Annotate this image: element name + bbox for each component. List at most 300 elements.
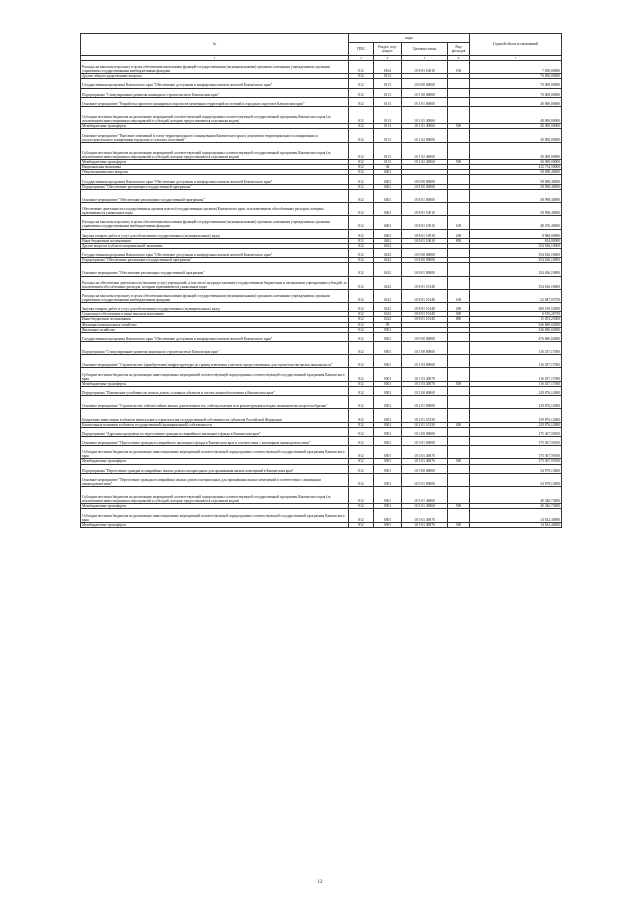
row-amount: 116 457,17000 [470,368,562,381]
table-row [81,409,562,422]
table-row [81,175,562,184]
row-grbs: 812 [349,79,374,88]
budget-table-sheet [80,33,561,528]
row-section: 0401 [374,216,402,229]
row-target-article: 10 8 01 10010 [402,216,448,229]
row-section: 0501 [374,332,402,341]
row-grbs: 812 [349,381,374,386]
row-expense-type [448,106,470,123]
row-expense-type: 100 [448,61,470,74]
row-name: Основное мероприятие "Обеспечение реализации государственной программы" [81,263,349,276]
column-index-cell: 5 [402,56,448,61]
row-expense-type [448,473,470,486]
table-row [81,332,562,341]
row-grbs: 812 [349,422,374,427]
row-grbs: 812 [349,175,374,184]
row-grbs: 812 [349,216,374,229]
row-section: 0412 [374,276,402,289]
row-amount: 175 367,59100 [470,446,562,459]
row-amount: 476 680,02000 [470,332,562,341]
row-target-article: 10 5 01 40060 [402,486,448,503]
row-section: 0113 [374,106,402,123]
row-amount: 546 680,02000 [470,322,562,327]
row-name: Социальное обеспечение и иные выплаты населению [81,312,349,317]
row-expense-type: 100 [448,289,470,302]
row-grbs: 812 [349,258,374,263]
row-expense-type: 400 [448,422,470,427]
row-target-article: 10 5 01 40070 [402,509,448,522]
row-expense-type [448,486,470,503]
row-section: 0401 [374,229,402,238]
row-expense-type: 100 [448,216,470,229]
row-amount: 129 876,12000 [470,396,562,409]
row-expense-type: 300 [448,312,470,317]
row-amount: 40 000,00000 [470,124,562,129]
table-row [81,216,562,229]
table-row [81,355,562,368]
row-section: 0501 [374,409,402,422]
row-amount: 30 000,00000 [470,129,562,142]
table-row [81,368,562,381]
row-amount: 129 876,12000 [470,409,562,422]
row-grbs: 812 [349,486,374,503]
row-expense-type [448,427,470,436]
row-name: Субсидии местным бюджетам на реализацию мероприятий соответствующей подпрограммы соответствующей государственной программы Камчатского края (за исключением инвестиционных мероприятий и субсидий, которые предоставляются отдельным кодом) [81,106,349,123]
row-expense-type: 500 [448,522,470,527]
row-target-article: 10 8 01 10140 [402,312,448,317]
row-amount: 58 098,40000 [470,184,562,189]
row-expense-type: 500 [448,381,470,386]
table-row [81,129,562,142]
row-section: 0501 [374,368,402,381]
header-row-top [81,34,562,43]
row-expense-type [448,446,470,459]
row-target-article: 10 1 03 40070 [402,368,448,381]
row-amount: 280 419,54500 [470,303,562,312]
row-section: 0501 [374,381,402,386]
row-grbs: 812 [349,106,374,123]
row-section: 0412 [374,303,402,312]
row-amount: 354 636,10000 [470,263,562,276]
row-name: Основное мероприятие "Строительство сейсмостойких жилых домов взамен тех, сейсмоусиление или реконструкция которых экономически нецелесообразны" [81,396,349,409]
row-amount: 546 680,02000 [470,327,562,332]
column-index-cell: 1 [81,56,349,61]
row-grbs: 812 [349,248,374,257]
row-section: 0113 [374,88,402,97]
row-grbs: 812 [349,473,374,486]
row-name: Основное мероприятие "Переселение граждан из аварийных жилых домов и непригодных для проживания жилых помещений в соответствии с жилищным законодательством" [81,473,349,486]
column-index-cell: 4 [374,56,402,61]
row-section: 0501 [374,427,402,436]
row-grbs: 812 [349,243,374,248]
table-row [81,436,562,445]
row-target-article: 10 1 02 00000 [402,129,448,142]
header-codes: коды [349,34,470,43]
table-row [81,446,562,459]
row-expense-type [448,355,470,368]
row-name: Жилищное хозяйство [81,327,349,332]
row-section: 0501 [374,446,402,459]
table-row [81,106,562,123]
row-name: Подпрограмма "Обеспечение реализации государственной программы" [81,258,349,263]
row-grbs: 812 [349,61,374,74]
table-row [81,289,562,302]
row-amount: 70 000,00000 [470,79,562,88]
row-amount: 48 476,40000 [470,216,562,229]
row-target-article: 10 8 01 00000 [402,263,448,276]
row-expense-type [448,79,470,88]
row-amount: 129 876,12000 [470,422,562,427]
row-amount: 354 636,10000 [470,258,562,263]
row-name: Расходы на выплаты персоналу в целях обеспечения выполнения функций государственными (муниципальными) органами, казенными учреждениями, органами управления государственными внебюджетными фондами [81,61,349,74]
row-amount: 54 979,13000 [470,473,562,486]
row-section: 0501 [374,486,402,503]
header-number: № [81,34,349,56]
row-target-article: 10 1 01 40060 [402,124,448,129]
row-grbs: 812 [349,327,374,332]
row-name: Подпрограмма "Стимулирование развития жилищного строительства в Камчатском крае" [81,88,349,97]
row-grbs: 812 [349,165,374,170]
row-name: Государственная программа Камчатского края "Обеспечение доступным и комфортным жильем жителей Камчатского края" [81,175,349,184]
table-row [81,61,562,74]
row-grbs: 812 [349,124,374,129]
row-grbs: 812 [349,142,374,159]
row-amount: 6 676,26750 [470,312,562,317]
row-grbs: 812 [349,509,374,522]
row-amount: 30 000,00000 [470,160,562,165]
row-amount: 116 457,17000 [470,341,562,354]
row-grbs: 812 [349,459,374,464]
row-name: Субсидии местным бюджетам на реализацию мероприятий соответствующей подпрограммы соответствующей государственной программы Камчатского края (за исключением инвестиционных мероприятий и субсидий, которые предоставляются отдельным кодом) [81,142,349,159]
row-expense-type [448,142,470,159]
row-section: 0401 [374,184,402,189]
row-expense-type: 500 [448,459,470,464]
table-row [81,229,562,238]
row-name: Государственная программа Камчатского края "Обеспечение доступным и комфортным жильем жителей Камчатского края" [81,79,349,88]
row-grbs: 812 [349,184,374,189]
row-section: 0401 [374,202,402,215]
row-expense-type: 500 [448,160,470,165]
row-amount: 354 636,10000 [470,248,562,257]
row-grbs: 812 [349,446,374,459]
row-name: Основное мероприятие "Строительство (приобретение) инфраструктуры до границ земельных участков, предоставленных для строительства жилья экономкласса" [81,355,349,368]
row-target-article: 10 3 01 40070 [402,446,448,459]
table-row [81,386,562,395]
row-amount: 116 457,17000 [470,381,562,386]
row-target-article: 10 8 01 10140 [402,317,448,322]
row-amount: 654,00000 [470,238,562,243]
row-name: Межбюджетные трансферты [81,160,349,165]
row-amount: 8 968,00000 [470,229,562,238]
row-amount: 412 734,50000 [470,165,562,170]
table-row [81,427,562,436]
row-expense-type [448,436,470,445]
table-row [81,79,562,88]
row-expense-type [448,386,470,395]
row-section: 0501 [374,464,402,473]
row-amount: 70 000,00000 [470,74,562,79]
table-row [81,509,562,522]
row-grbs: 812 [349,170,374,175]
row-target-article: 10 1 03 40070 [402,381,448,386]
row-target-article: 10 2 01 10130 [402,422,448,427]
row-name: Межбюджетные трансферты [81,381,349,386]
row-grbs: 812 [349,97,374,106]
column-index-cell: 3 [349,56,374,61]
row-target-article: 10 2 01 00000 [402,396,448,409]
row-grbs: 812 [349,504,374,509]
row-amount: 58 098,40000 [470,175,562,184]
row-amount: 58 098,40000 [470,189,562,202]
row-section: 05 [374,322,402,327]
row-target-article: 10 0 00 00000 [402,175,448,184]
row-section: 0501 [374,459,402,464]
row-grbs: 812 [349,229,374,238]
row-expense-type [448,88,470,97]
row-expense-type [448,263,470,276]
row-amount: 58 098,40000 [470,202,562,215]
row-expense-type: 500 [448,504,470,509]
row-expense-type [448,341,470,354]
row-section: 0113 [374,79,402,88]
row-section: 0113 [374,74,402,79]
row-section: 0412 [374,312,402,317]
row-grbs: 812 [349,276,374,289]
row-amount: 58 098,40000 [470,170,562,175]
row-name: Закупка товаров, работ и услуг для обеспечения государственных (муниципальных) нужд [81,303,349,312]
column-index-cell: 6 [448,56,470,61]
table-row [81,263,562,276]
row-name: Субсидии местным бюджетам на реализацию мероприятий соответствующей подпрограммы соответствующей государственной программы Камчатского края (за исключением инвестиционных мероприятий и субсидий, которые предоставляются отдельным кодом) [81,486,349,503]
row-grbs: 812 [349,522,374,527]
row-amount: 175 367,59100 [470,427,562,436]
row-section: 0401 [374,189,402,202]
row-grbs: 812 [349,263,374,276]
row-target-article: 10 1 00 00000 [402,341,448,354]
row-section: 04 [374,165,402,170]
row-grbs: 812 [349,464,374,473]
row-section: 0412 [374,289,402,302]
row-amount: 30 000,00000 [470,142,562,159]
row-amount: 129 876,12000 [470,386,562,395]
row-name: Капитальные вложения в объекты государственной (муниципальной) собственности [81,422,349,427]
row-section: 0501 [374,327,402,332]
row-grbs: 812 [349,368,374,381]
row-section: 0501 [374,386,402,395]
row-grbs: 812 [349,409,374,422]
row-target-article: 10 8 01 10010 [402,229,448,238]
row-name: Межбюджетные трансферты [81,459,349,464]
row-expense-type [448,202,470,215]
row-section: 0412 [374,243,402,248]
row-grbs: 812 [349,427,374,436]
row-grbs: 812 [349,396,374,409]
row-target-article: 10 1 02 40060 [402,160,448,165]
row-amount: 52 487,03750 [470,289,562,302]
row-target-article: 10 3 01 00000 [402,436,448,445]
row-target-article: 10 5 01 40070 [402,522,448,527]
row-section: 0113 [374,129,402,142]
row-grbs: 812 [349,303,374,312]
row-target-article: 10 8 01 10010 [402,202,448,215]
budget-allocation-table [80,33,562,528]
row-target-article: 10 8 01 10140 [402,276,448,289]
row-expense-type [448,129,470,142]
row-target-article: 10 8 01 00000 [402,189,448,202]
row-target-article: 10 1 01 40060 [402,106,448,123]
row-section: 0501 [374,396,402,409]
row-expense-type [448,464,470,473]
column-index-cell: 7 [470,56,562,61]
row-target-article: 10 0 00 00000 [402,248,448,257]
row-name: Другие вопросы в области национальной экономики [81,243,349,248]
row-name: Жилищно-коммунальное хозяйство [81,322,349,327]
row-name: Общеэкономические вопросы [81,170,349,175]
row-target-article: 10 3 00 00000 [402,427,448,436]
row-name: Государственная программа Камчатского края "Обеспечение доступным и комфортным жильем жителей Камчатского края" [81,332,349,341]
row-amount: 354 636,10000 [470,243,562,248]
row-grbs: 812 [349,322,374,327]
row-expense-type [448,409,470,422]
row-name: Подпрограмма "Обеспечение реализации государственной программы" [81,184,349,189]
row-name: Основное мероприятие "Переселение граждан из аварийного жилищного фонда в Камчатском крае в соответствии с жилищным законодательством" [81,436,349,445]
row-grbs: 812 [349,317,374,322]
row-target-article: 10 2 00 00000 [402,386,448,395]
row-section: 0501 [374,504,402,509]
row-target-article: 10 8 01 10010 [402,61,448,74]
row-expense-type [448,368,470,381]
row-section: 0113 [374,124,402,129]
row-target-article: 10 0 00 00000 [402,332,448,341]
row-name: Подпрограмма "Адресная программа по переселению граждан из аварийного жилищного фонда в Камчатском крае" [81,427,349,436]
row-name: Иные бюджетные ассигнования [81,238,349,243]
row-grbs: 812 [349,129,374,142]
row-expense-type: 200 [448,229,470,238]
row-name: Закупка товаров, работ и услуг для обеспечения государственных (муниципальных) нужд [81,229,349,238]
header-annual-total: Годовой объем ассигнований [470,34,562,56]
row-target-article: 10 5 01 40060 [402,504,448,509]
row-name: Подпрограмма "Повышение устойчивости жилых домов, основных объектов и систем жизнеобеспечения в Камчатском крае" [81,386,349,395]
row-target-article: 10 1 02 40060 [402,142,448,159]
table-row [81,473,562,486]
row-grbs: 812 [349,289,374,302]
row-section: 0412 [374,248,402,257]
table-row [81,464,562,473]
row-name: Бюджетные инвестиции в объекты капитального строительства государственной собственности субъектов Российской Федерации [81,409,349,422]
row-expense-type [448,332,470,341]
row-grbs: 812 [349,160,374,165]
row-amount: 14 632,40000 [470,522,562,527]
row-expense-type [448,189,470,202]
row-target-article: 10 5 01 00000 [402,473,448,486]
row-amount: 54 979,13000 [470,464,562,473]
table-row [81,276,562,289]
table-row [81,522,562,527]
row-name: Подпрограмма "Стимулирование развития жилищного строительства в Камчатском крае" [81,341,349,354]
row-name: Государственная программа Камчатского края "Обеспечение доступным и комфортным жильем жителей Камчатского края" [81,248,349,257]
row-name: Иные бюджетные ассигнования [81,317,349,322]
row-target-article: 10 8 01 10140 [402,303,448,312]
row-section: 0401 [374,238,402,243]
row-expense-type: 800 [448,238,470,243]
row-expense-type [448,396,470,409]
row-name: Основное мероприятие "Обеспечение реализации государственной программы" [81,189,349,202]
row-amount: 40 346,73000 [470,486,562,503]
table-row [81,486,562,503]
row-section: 0412 [374,258,402,263]
row-name: Межбюджетные трансферты [81,504,349,509]
row-name: Субсидии местным бюджетам на реализацию инвестиционных мероприятий соответствующей подпрограммы соответствующей государственной программы Камчатского края [81,509,349,522]
header-expense-type: Вид расходов [448,43,470,56]
row-section: 0412 [374,263,402,276]
row-grbs: 812 [349,238,374,243]
row-target-article: 10 0 00 00000 [402,79,448,88]
row-section: 0501 [374,522,402,527]
row-name: Основное мероприятие "Разработка проектов планировки и проектов межевания территорий поселений и городских округов в Камчатском крае" [81,97,349,106]
row-section: 0401 [374,170,402,175]
row-amount: 7 050,00000 [470,61,562,74]
row-section: 0113 [374,142,402,159]
row-name: Подпрограмма "Переселение граждан из аварийных жилых домов и непригодных для проживания жилых помещений в Камчатском крае" [81,464,349,473]
header-target-article: Целевая статья [402,43,448,56]
row-amount: 354 636,10000 [470,276,562,289]
row-amount: 175 367,59100 [470,436,562,445]
row-section: 0104 [374,61,402,74]
page-number: 12 [317,880,323,885]
row-amount: 14 632,40000 [470,509,562,522]
row-section: 0501 [374,436,402,445]
row-grbs: 812 [349,355,374,368]
row-expense-type [448,97,470,106]
table-row [81,248,562,257]
row-amount: 116 457,17000 [470,355,562,368]
row-name: Расходы на обеспечение деятельности (оказание услуг) учреждений, в том числе на предоставление государственным бюджетным и автономным учреждениям субсидий, за исключением обособленных расходов, которым присваиваются уникальные коды [81,276,349,289]
row-grbs: 812 [349,386,374,395]
row-target-article: 10 8 01 10010 [402,238,448,243]
row-target-article: 10 1 00 00000 [402,88,448,97]
row-grbs: 812 [349,341,374,354]
row-expense-type [448,248,470,257]
row-target-article: 10 2 01 10130 [402,409,448,422]
row-target-article: 10 1 03 00000 [402,355,448,368]
row-section: 0501 [374,355,402,368]
row-amount: 70 000,00000 [470,88,562,97]
row-amount: 40 000,00000 [470,97,562,106]
row-expense-type: 200 [448,303,470,312]
row-name: Субсидии местным бюджетам на реализацию инвестиционных мероприятий соответствующей подпрограммы соответствующей государственной программы Камчатского края [81,446,349,459]
table-row [81,189,562,202]
row-grbs: 812 [349,332,374,341]
table-row [81,88,562,97]
table-row [81,303,562,312]
row-expense-type: 800 [448,317,470,322]
row-grbs: 812 [349,189,374,202]
row-amount: 15 053,25000 [470,317,562,322]
row-expense-type [448,175,470,184]
row-amount: 175 367,59100 [470,459,562,464]
row-amount: 40 346,73000 [470,504,562,509]
table-row [81,341,562,354]
row-name: Обеспечение деятельности государственных органов власти (государственных органов) Камчатского края, за исключением обособленных расходов, которым присваиваются уникальные коды [81,202,349,215]
row-target-article: 10 8 01 10140 [402,289,448,302]
row-grbs: 812 [349,88,374,97]
row-expense-type [448,276,470,289]
row-section: 0401 [374,175,402,184]
header-grbs: ГРБС [349,43,374,56]
row-grbs: 812 [349,74,374,79]
row-section: 0412 [374,317,402,322]
row-grbs: 812 [349,436,374,445]
